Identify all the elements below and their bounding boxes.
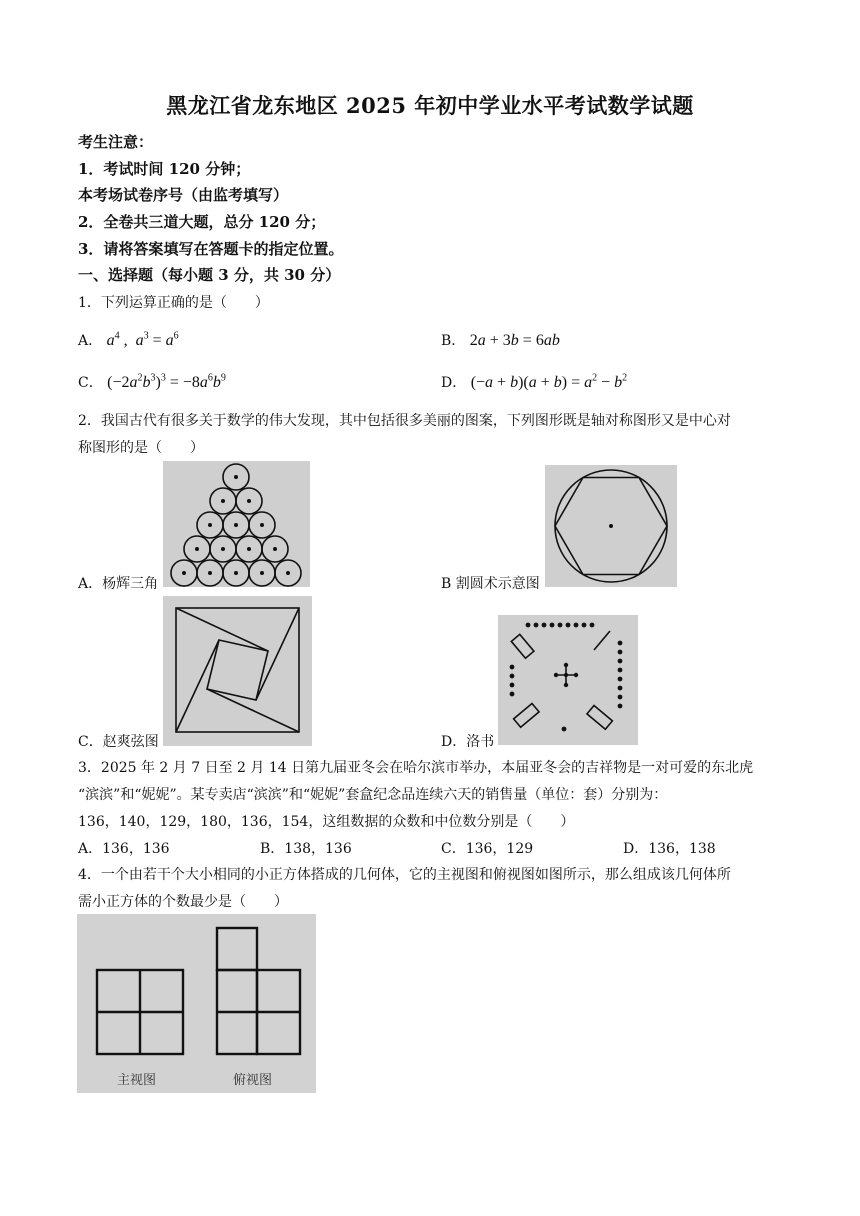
q1-stem: 1．下列运算正确的是（ ） [78, 295, 269, 311]
q3-option-d: D．136，138 [623, 841, 716, 857]
views-drawing [77, 914, 316, 1093]
top-view-label: 俯视图 [233, 1073, 273, 1088]
notice-item-3: 3．请将答案填写在答题卡的指定位置。 [78, 240, 344, 258]
notice-item-1: 1．考试时间 120 分钟； [78, 160, 251, 178]
q1-a-label: A． [78, 333, 103, 349]
q1-c-label: C． [78, 375, 103, 391]
q3-line-3: 136，140，129，180，136，154，这组数据的众数和中位数分别是（ ） [78, 814, 575, 830]
luoshu-figure [498, 615, 638, 745]
notice-heading: 考生注意： [78, 133, 154, 151]
q2-option-b-label: B 割圆术示意图 [441, 576, 540, 592]
zhaoshuang-figure [163, 596, 312, 746]
q3-line-2: “滨滨”和“妮妮”。某专卖店“滨滨”和“妮妮”套盒纪念品连续六天的销售量（单位：套）分别为： [78, 787, 668, 803]
q1-d-label: D． [441, 375, 467, 391]
q1-option-b [441, 330, 560, 350]
q1-option-c [78, 372, 226, 392]
q3-option-b: B．138，136 [260, 841, 352, 857]
yanghui-triangle-figure [163, 461, 310, 587]
q1-b-label: B． [441, 333, 466, 349]
section-heading: 一、选择题（每小题 3 分，共 30 分） [78, 266, 341, 284]
q3-option-c: C．136，129 [441, 841, 534, 857]
page-title: 黑龙江省龙东地区 2025 年初中学业水平考试数学试题 [166, 93, 694, 118]
q3-line-1: 3．2025 年 2 月 7 日至 2 月 14 日第九届亚冬会在哈尔滨市举办，本届亚冬会的吉祥物是一对可爱的东北虎 [78, 760, 754, 776]
notice-seat: 本考场试卷序号（由监考填写） [78, 186, 289, 204]
q2-option-d-label: D．洛书 [441, 734, 495, 750]
q1-d-formula: $(-a + b)(a + b) = a^2 - b^2$ [470, 372, 628, 391]
q2-stem-line-1: 2．我国古代有很多关于数学的伟大发现，其中包括很多美丽的图案，下列图形既是轴对称图形又是中心对 [78, 413, 731, 429]
q4-line-2: 需小正方体的个数最少是（ ） [78, 894, 288, 910]
views-figure [77, 914, 316, 1093]
q4-line-1: 4．一个由若干个大小相同的小正方体搭成的几何体，它的主视图和俯视图如图所示，那么组成该几何体所 [78, 867, 731, 883]
q3-option-a: A．136，136 [78, 841, 170, 857]
q2-option-a-label: A．杨辉三角 [78, 576, 159, 592]
front-view-label: 主视图 [117, 1073, 157, 1088]
q1-b-formula: 2a + 3b = 6ab [469, 332, 560, 349]
q1-option-d [441, 372, 627, 392]
q2-option-c-label: C．赵爽弦图 [78, 734, 159, 750]
q1-option-a [78, 330, 179, 350]
circle-cutting-figure [545, 465, 677, 587]
q1-c-formula: $(-2a^2b^3)^3 = -8a^6b^9$ [107, 372, 226, 391]
q2-stem-line-2: 称图形的是（ ） [78, 440, 204, 456]
notice-item-2: 2．全卷共三道大题，总分 120 分； [78, 213, 326, 231]
q1-a-formula: $a^4$ , $a^3 = a^6$ [106, 330, 179, 349]
